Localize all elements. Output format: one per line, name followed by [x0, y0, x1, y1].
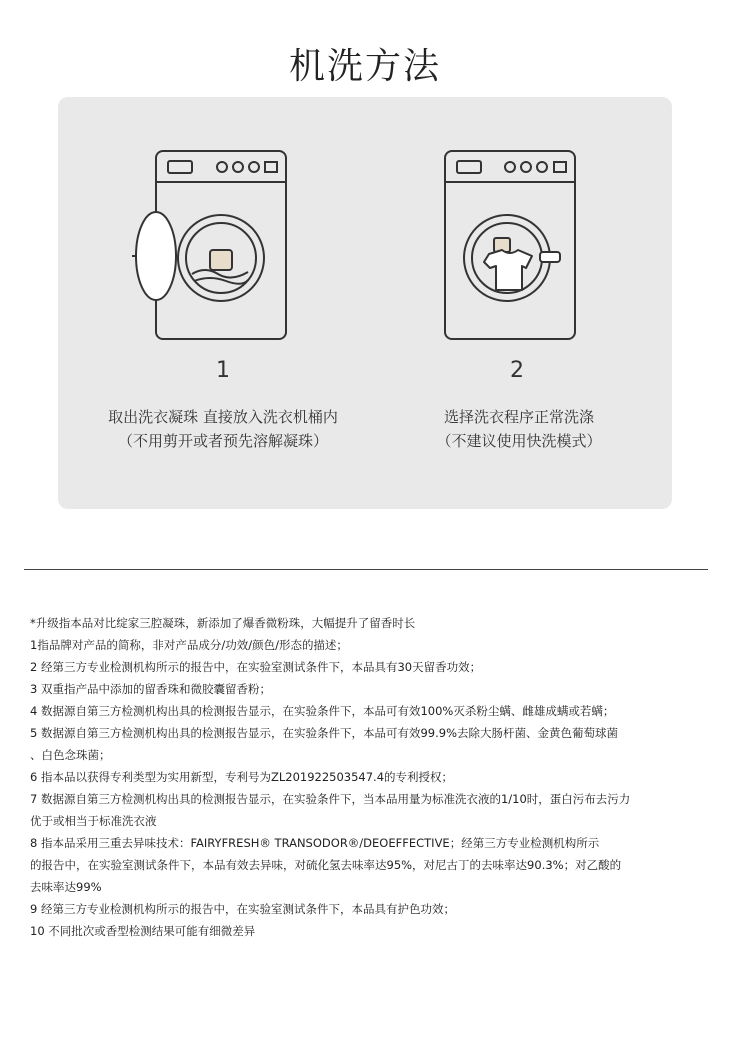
footnote-line: 6 指本品以获得专利类型为实用新型，专利号为ZL201922503547.4的专利授权； [30, 770, 454, 784]
footnote-line: 7 数据源自第三方检测机构出具的检测报告显示，在实验条件下，当本品用量为标准洗衣液的1/10时，蛋白污布去污力 [30, 792, 631, 806]
footnote-line: 、白色念珠菌； [30, 748, 111, 762]
step-2-text: 选择洗衣程序正常洗涤 [443, 408, 594, 426]
footnote-line: 3 双重指产品中添加的留香珠和微胶囊留香粉； [30, 682, 271, 696]
footnote-line: 2 经第三方专业检测机构所示的报告中，在实验室测试条件下，本品具有30天留香功效； [30, 660, 482, 674]
footnote-line: 1指品牌对产品的简称，非对产品成分/功效/颜色/形态的描述； [30, 638, 348, 652]
footnote-line: *升级指本品对比绽家三腔凝珠，新添加了爆香微粉珠，大幅提升了留香时长 [30, 616, 416, 630]
footnote-line: 10 不同批次或香型检测结果可能有细微差异 [30, 924, 256, 938]
footnote-line: 4 数据源自第三方检测机构出具的检测报告显示，在实验条件下，本品可有效100%灭杀粉尘螨、雌雄成螨或若螨； [30, 704, 615, 718]
footnote-line: 的报告中，在实验室测试条件下，本品有效去异味，对硫化氢去味率达95%，对尼古丁的去味率达90.3%；对乙酸的 [30, 858, 622, 872]
step-number-2: 2 [510, 358, 524, 383]
washing-machine-open-door-pod-icon [130, 150, 290, 342]
step-number-1: 1 [216, 358, 230, 383]
footnotes [30, 612, 710, 942]
footnote-line: 8 指本品采用三重去异味技术：FAIRYFRESH® TRANSODOR®/DEOEFFECTIVE；经第三方专业检测机构所示 [30, 836, 600, 850]
washing-machine-tshirt-icon [444, 150, 584, 342]
step-2-subtext: （不建议使用快洗模式） [436, 432, 602, 450]
step-1-text: 取出洗衣凝珠 直接放入洗衣机桶内 [108, 408, 338, 426]
section-divider [24, 569, 708, 570]
step-1-subtext: （不用剪开或者预先溶解凝珠） [117, 432, 328, 450]
footnote-line: 9 经第三方专业检测机构所示的报告中，在实验室测试条件下，本品具有护色功效； [30, 902, 455, 916]
page-title: 机洗方法 [288, 46, 441, 87]
footnote-line: 5 数据源自第三方检测机构出具的检测报告显示，在实验条件下，本品可有效99.9%去除大肠杆菌、金黄色葡萄球菌 [30, 726, 618, 740]
footnote-line: 优于或相当于标准洗衣液 [30, 814, 157, 828]
footnote-line: 去味率达99% [30, 880, 102, 894]
